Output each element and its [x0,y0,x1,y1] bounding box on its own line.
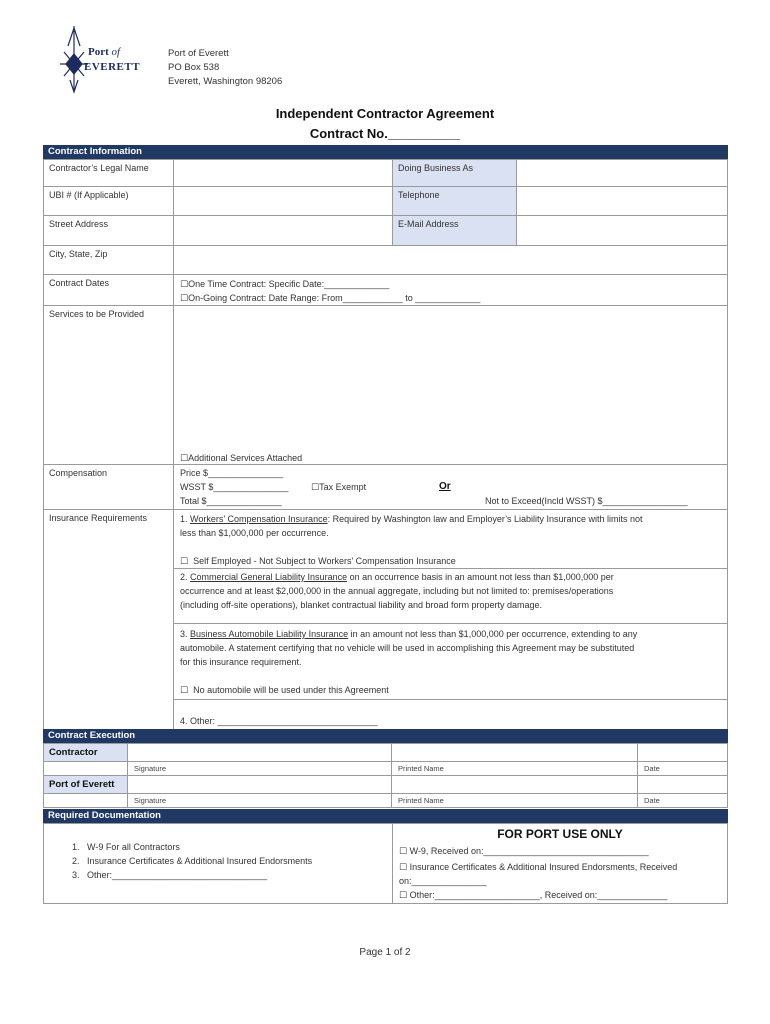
logo-everett-text: EVERETT [84,61,141,73]
contract-dates-cell [173,274,728,306]
city-field[interactable] [173,245,728,275]
workers-comp-text: 1. Workers’ Compensation Insurance: Required by Washington law and Employer’s Liability Insurance with limits not [180,514,643,524]
street-label: Street Address [43,215,174,246]
port-other-option[interactable]: ☐ Other:_____________________, Received on:______________ [399,890,668,901]
address-line: Everett, Washington 98206 [168,76,283,87]
list-item[interactable]: 3. Other:_______________________________ [72,870,268,880]
page-number: Page 1 of 2 [359,947,411,958]
city-label: City, State, Zip [43,245,174,275]
ubi-field[interactable] [173,186,393,216]
auto-liability-text: 3. Business Automobile Liability Insurance in an amount not less than $1,000,000 per occurrence, extending to any [180,629,638,639]
logo-port-text: Port of [88,46,121,58]
checkbox-icon[interactable]: ☐ [180,294,189,304]
total-field[interactable]: Total $_______________ [180,496,282,506]
signature-caption: Signature [127,761,392,776]
document-title: Independent Contractor Agreement [275,106,495,121]
list-item: 2. Insurance Certificates & Additional Insured Endorsments [72,856,313,866]
other-insurance-field[interactable]: 4. Other: ________________________________ [180,716,378,726]
services-label: Services to be Provided [43,305,174,465]
printed-name-caption: Printed Name [391,761,638,776]
dba-label: Doing Business As [392,159,517,187]
ongoing-option[interactable]: ☐On-Going Contract: Date Range: From____________ to _____________ [180,293,481,304]
services-field[interactable] [173,305,728,465]
additional-services-option[interactable]: ☐Additional Services Attached [180,453,303,464]
port-use-title: FOR PORT USE ONLY [497,827,623,841]
email-field[interactable] [516,215,728,246]
contractor-signature-field[interactable] [127,743,392,762]
checkbox-icon[interactable]: ☐ [180,280,189,290]
printed-name-caption: Printed Name [391,793,638,808]
not-to-exceed-field[interactable]: Not to Exceed(Incld WSST) $_________________ [485,496,688,506]
port-use-box [392,823,728,904]
telephone-field[interactable] [516,186,728,216]
contractor-date-field[interactable] [637,743,728,762]
insurance-item-1 [173,509,728,569]
list-item: 1. W-9 For all Contractors [72,842,180,852]
price-field[interactable]: Price $_______________ [180,468,284,478]
address-line: PO Box 538 [168,62,220,73]
self-employed-option[interactable]: ☐ Self Employed - Not Subject to Workers’ Compensation Insurance [180,556,456,567]
checkbox-icon[interactable]: ☐ [311,483,320,493]
one-time-option[interactable]: ☐One Time Contract: Specific Date:_____________ [180,279,390,290]
auto-liability-text-2: automobile. A statement certifying that no vehicle will be used in accomplishing this Agreement may be substituted [180,643,635,653]
contract-execution-header: Contract Execution [43,729,728,743]
port-date-field[interactable] [637,775,728,794]
general-liability-text: 2. Commercial General Liability Insurance on an occurrence basis in an amount not less than $1,000,000 per [180,572,614,582]
checkbox-icon[interactable]: ☐ [399,863,408,873]
street-field[interactable] [173,215,393,246]
contract-dates-label: Contract Dates [43,274,174,306]
auto-liability-text-3: for this insurance requirement. [180,657,302,667]
date-caption: Date [637,793,728,808]
contractor-printed-name-field[interactable] [391,743,638,762]
address-line: Port of Everett [168,48,229,59]
compass-star-icon [58,24,154,94]
checkbox-icon[interactable]: ☐ [399,847,408,857]
date-caption: Date [637,761,728,776]
wsst-field[interactable]: WSST $_______________ [180,482,289,492]
checkbox-icon[interactable]: ☐ [180,686,189,696]
port-logo [58,24,154,94]
contractor-spacer [43,761,128,776]
port-label: Port of Everett [43,775,128,794]
checkbox-icon[interactable]: ☐ [399,891,408,901]
legal-name-label: Contractor’s Legal Name [43,159,174,187]
required-documentation-header: Required Documentation [43,809,728,823]
tax-exempt-option[interactable]: ☐Tax Exempt [311,482,367,493]
checkbox-icon[interactable]: ☐ [180,557,189,567]
required-docs-list [43,823,393,904]
port-w9-option[interactable]: ☐ W-9, Received on:_________________________________ [399,846,649,857]
contract-number: Contract No.__________ [309,126,461,141]
email-label: E-Mail Address [392,215,517,246]
dba-field[interactable] [516,159,728,187]
general-liability-text-2: occurrence and at least $2,000,000 in the annual aggregate, including but not limited to: premises/operations [180,586,614,596]
ubi-label: UBI # (If Applicable) [43,186,174,216]
port-signature-field[interactable] [127,775,392,794]
workers-comp-text-2: less than $1,000,000 per occurrence. [180,528,329,538]
telephone-label: Telephone [392,186,517,216]
insurance-item-3 [173,623,728,700]
port-spacer [43,793,128,808]
insurance-item-2 [173,568,728,624]
checkbox-icon[interactable]: ☐ [180,454,189,464]
port-printed-name-field[interactable] [391,775,638,794]
port-address [168,47,282,89]
port-insurance-date[interactable]: on:_______________ [399,876,487,886]
signature-caption: Signature [127,793,392,808]
compensation-cell [173,464,728,510]
no-automobile-option[interactable]: ☐ No automobile will be used under this Agreement [180,685,389,696]
legal-name-field[interactable] [173,159,393,187]
contractor-label: Contractor [43,743,128,762]
contract-information-header: Contract Information [43,145,728,159]
insurance-label: Insurance Requirements [43,509,174,730]
port-insurance-option[interactable]: ☐ Insurance Certificates & Additional Insured Endorsments, Received [399,862,678,873]
general-liability-text-3: (including off-site operations), blanket contractual liability and broad form property damage. [180,600,543,610]
compensation-label: Compensation [43,464,174,510]
or-text: Or [439,481,451,492]
insurance-item-4 [173,699,728,730]
